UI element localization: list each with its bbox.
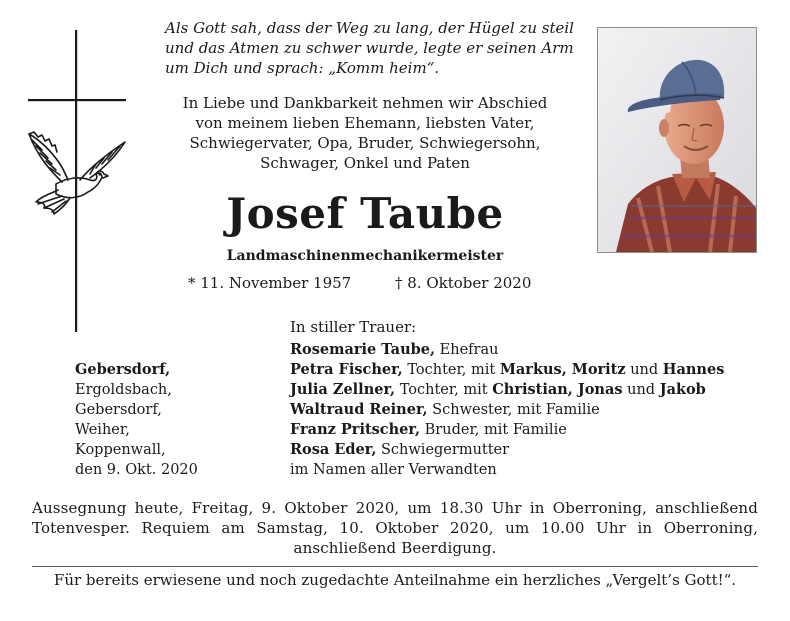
dove-icon <box>26 128 128 220</box>
mourner-name: Rosa Eder, <box>290 441 377 458</box>
place-item: Ergoldsbach, <box>75 382 172 398</box>
mourner-relation: Ehefrau <box>435 342 499 358</box>
mourner-relation: Schwester, mit Familie <box>427 402 600 418</box>
poem-line: Als Gott sah, dass der Weg zu lang, der Hügel zu steil <box>165 19 574 37</box>
mourner-relation: Bruder, mit Familie <box>420 422 567 438</box>
mourner-name: Julia Zellner, <box>290 381 396 398</box>
poem-line: und das Atmen zu schwer wurde, legte er seinen Arm <box>165 39 574 57</box>
funeral-info: Aussegnung heute, Freitag, 9. Oktober 2020, um 18.30 Uhr in Oberroning, anschließend Totenvesper. Requiem am Samstag, 10. Oktober 2020, um 10.00 Uhr in Oberroning, anschließend Beerdigung. <box>32 499 758 557</box>
mourner-line <box>290 340 724 360</box>
divider <box>32 566 758 567</box>
portrait-photo <box>597 27 757 253</box>
poem-line: um Dich und sprach: „Komm heim“. <box>165 59 440 77</box>
place-item: Gebersdorf, <box>75 402 162 418</box>
death-date: † 8. Oktober 2020 <box>395 274 532 292</box>
deceased-name: Josef Taube <box>226 189 504 238</box>
mourner-line <box>290 440 724 460</box>
mourner-relation: und <box>625 362 663 378</box>
mourner-name: Petra Fischer, <box>290 361 403 378</box>
mourner-line <box>290 460 724 480</box>
poem <box>165 18 585 78</box>
farewell-line: Schwager, Onkel und Paten <box>260 154 470 172</box>
mourner-line <box>290 420 724 440</box>
mourner-name: Rosemarie Taube, <box>290 341 436 358</box>
mourner-relation: und <box>622 382 660 398</box>
mourner-line <box>290 360 724 380</box>
place-item: Weiher, <box>75 422 130 438</box>
place-item: Koppenwall, <box>75 442 166 458</box>
farewell-text <box>160 93 570 173</box>
place-item: den 9. Okt. 2020 <box>75 462 198 478</box>
thanks-text: Für bereits erwiesene und noch zugedachte Anteilnahme ein herzliches „Vergelt’s Gott!“. <box>53 571 737 589</box>
mourner-name: Christian, Jonas <box>492 381 623 398</box>
mourner-relation: Tochter, mit <box>402 362 500 378</box>
mourner-relation: im Namen aller Verwandten <box>290 462 497 478</box>
mourner-name: Hannes <box>662 361 725 378</box>
mourner-line <box>290 380 724 400</box>
mourner-name: Franz Pritscher, <box>290 421 421 438</box>
place-item: Gebersdorf, <box>75 361 171 378</box>
farewell-line: In Liebe und Dankbarkeit nehmen wir Abschied <box>182 94 548 112</box>
mourner-relation: Tochter, mit <box>395 382 493 398</box>
birth-date: * 11. November 1957 <box>188 274 352 292</box>
mourner-list <box>290 340 724 480</box>
mourner-name: Markus, Moritz <box>499 361 626 378</box>
mourning-heading: In stiller Trauer: <box>290 318 417 336</box>
place-list <box>75 360 198 480</box>
farewell-line: Schwiegervater, Opa, Bruder, Schwiegersohn, <box>189 134 541 152</box>
farewell-line: von meinem lieben Ehemann, liebsten Vater, <box>195 114 535 132</box>
mourner-name: Waltraud Reiner, <box>290 401 428 418</box>
mourner-relation: Schwiegermutter <box>376 442 510 458</box>
mourner-line <box>290 400 724 420</box>
mourner-name: Jakob <box>659 381 706 398</box>
deceased-profession: Landmaschinenmechanikermeister <box>226 248 504 264</box>
